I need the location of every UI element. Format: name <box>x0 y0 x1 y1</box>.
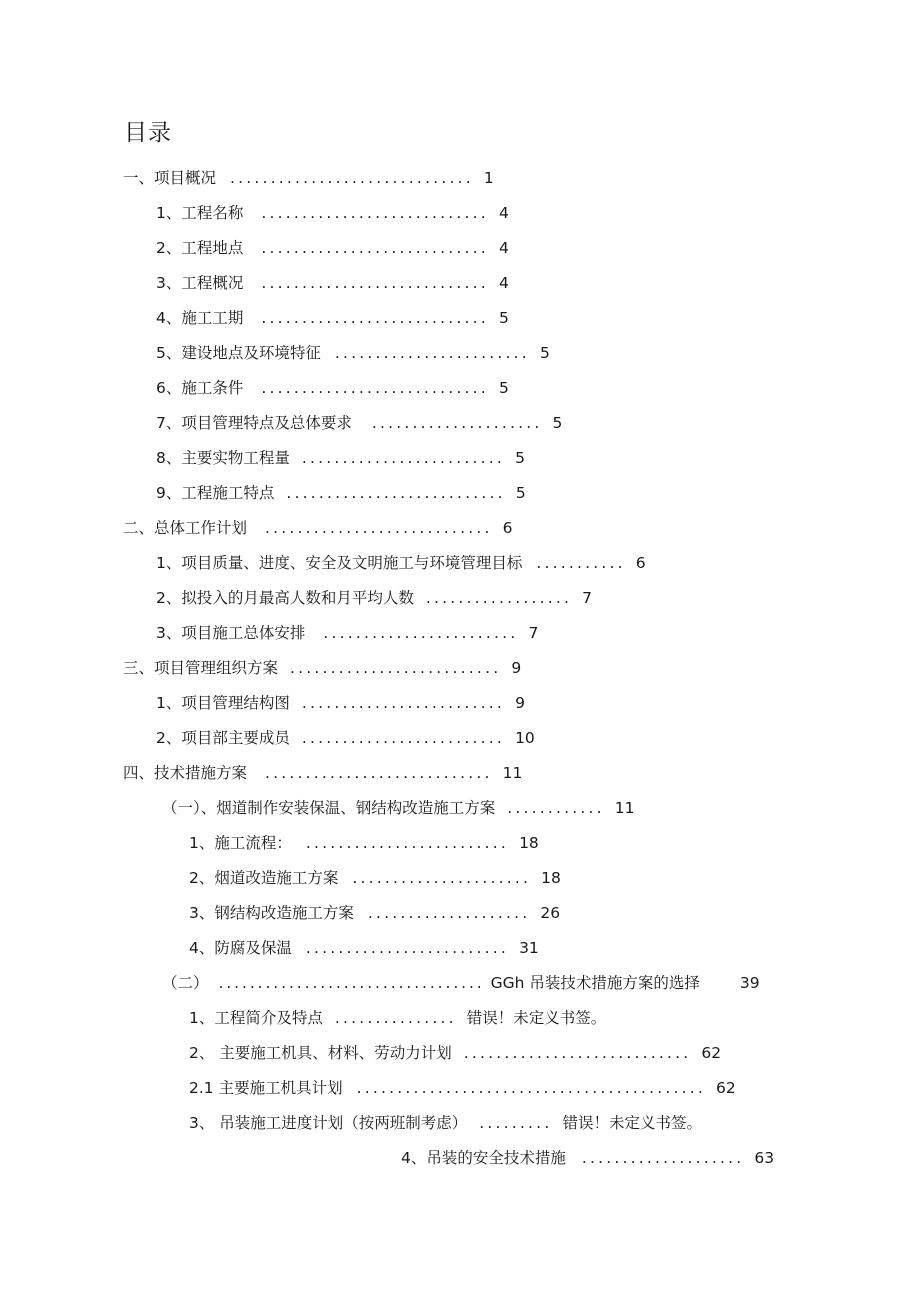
toc-entry-label: （一）、烟道制作安装保温、钢结构改造施工方案 <box>162 799 496 817</box>
toc-page-number: 9 <box>515 694 525 712</box>
toc-leader-dots: ...................... <box>352 869 532 887</box>
toc-entry-label: 四、技术措施方案 <box>123 764 248 782</box>
toc-entry[interactable] <box>189 1076 736 1100</box>
toc-entry[interactable] <box>156 376 509 400</box>
toc-entry-label: 二、总体工作计划 <box>123 519 248 537</box>
toc-leader-dots: ........................... <box>286 484 506 502</box>
toc-leader-dots: .................................. <box>218 974 485 992</box>
toc-entry-label-suffix: GGh 吊装技术措施方案的选择 <box>490 974 700 992</box>
toc-entry[interactable] <box>123 516 512 540</box>
toc-entry-label: 1、工程名称 <box>156 204 244 222</box>
toc-entry[interactable] <box>189 1111 702 1135</box>
toc-page-number: 5 <box>515 449 525 467</box>
toc-page-number: 18 <box>541 869 561 887</box>
toc-entry[interactable] <box>123 761 522 785</box>
toc-leader-dots: .................. <box>425 589 573 607</box>
toc-leader-dots: ......................... <box>301 694 506 712</box>
toc-entry[interactable] <box>123 166 494 190</box>
toc-entry-label: 2、工程地点 <box>156 239 244 257</box>
toc-entry[interactable] <box>189 936 539 960</box>
toc-entry[interactable] <box>156 446 525 470</box>
toc-page-number: 1 <box>483 169 494 187</box>
toc-page-number: 4 <box>498 239 509 257</box>
toc-page-number: 11 <box>614 799 635 817</box>
toc-entry[interactable] <box>156 306 509 330</box>
toc-leader-dots: ......................... <box>305 939 510 957</box>
toc-entry-label: 1、项目质量、进度、安全及文明施工与环境管理目标 <box>156 554 523 572</box>
toc-entry[interactable] <box>156 726 535 750</box>
toc-leader-dots: ............... <box>334 1009 457 1027</box>
toc-page-number: 5 <box>552 414 563 432</box>
toc-entry[interactable] <box>156 691 525 715</box>
toc-page-number: 39 <box>739 974 760 992</box>
toc-entry-label: 3、 吊装施工进度计划（按两班制考虑） <box>189 1114 468 1132</box>
toc-entry-label: 2、项目部主要成员 <box>156 729 290 747</box>
toc-entry-label: 一、项目概况 <box>123 169 217 187</box>
toc-leader-dots: .................... <box>581 1149 745 1167</box>
toc-leader-dots: ............................ <box>261 204 489 222</box>
toc-entry[interactable] <box>156 481 526 505</box>
toc-entry[interactable] <box>156 236 509 260</box>
toc-entry-label: 3、工程概况 <box>156 274 244 292</box>
toc-page-number: 26 <box>540 904 561 922</box>
toc-leader-dots: ........................................... <box>356 1079 707 1097</box>
toc-page-number: 4 <box>498 274 509 292</box>
toc-leader-dots: ......................... <box>301 449 506 467</box>
toc-entry-label: 2.1 主要施工机具计划 <box>189 1079 343 1097</box>
toc-entry-label: 9、工程施工特点 <box>156 484 275 502</box>
toc-page-number: 63 <box>754 1149 775 1167</box>
toc-entry[interactable] <box>123 656 521 680</box>
toc-entry[interactable] <box>156 341 550 365</box>
toc-entry-label: 2、烟道改造施工方案 <box>189 869 339 887</box>
toc-page-number: 5 <box>498 309 509 327</box>
toc-page-number: 18 <box>519 834 539 852</box>
toc-leader-dots: .............................. <box>230 169 474 187</box>
toc-leader-dots: ............................ <box>265 764 493 782</box>
toc-entry[interactable] <box>189 831 539 855</box>
toc-entry[interactable] <box>156 271 509 295</box>
toc-entry-label: 2、 主要施工机具、材料、劳动力计划 <box>189 1044 452 1062</box>
toc-leader-dots: .......................... <box>290 659 502 677</box>
toc-entry[interactable] <box>156 586 592 610</box>
toc-entry-label: 3、钢结构改造施工方案 <box>189 904 354 922</box>
toc-page-number: 62 <box>716 1079 736 1097</box>
toc-leader-dots: ............................ <box>261 309 489 327</box>
toc-entry-label: 7、项目管理特点及总体要求 <box>156 414 352 432</box>
toc-page-number: 7 <box>528 624 539 642</box>
toc-page-number: 62 <box>701 1044 722 1062</box>
toc-page-number: 错误！未定义书签。 <box>466 1009 607 1027</box>
toc-page-number: 4 <box>498 204 509 222</box>
toc-entry-label: 1、工程简介及特点 <box>189 1009 323 1027</box>
toc-leader-dots: ............................ <box>463 1044 692 1062</box>
toc-leader-dots: ........................ <box>334 344 530 362</box>
toc-entry[interactable] <box>156 201 509 225</box>
toc-leader-dots: ..................... <box>371 414 543 432</box>
toc-entry[interactable] <box>162 796 635 820</box>
toc-entry[interactable] <box>189 866 561 890</box>
toc-entry[interactable] <box>401 1146 774 1170</box>
toc-entry-label: 8、主要实物工程量 <box>156 449 290 467</box>
toc-entry-label: 6、施工条件 <box>156 379 244 397</box>
toc-page-number: 错误！未定义书签。 <box>562 1114 702 1132</box>
toc-entry[interactable] <box>189 1006 606 1030</box>
toc-entry-label: 1、施工流程： <box>189 834 292 852</box>
toc-page-number: 10 <box>515 729 535 747</box>
toc-page-number: 7 <box>582 589 593 607</box>
toc-page-number: 31 <box>519 939 539 957</box>
toc-leader-dots: ......................... <box>305 834 510 852</box>
toc-leader-dots: ............................ <box>265 519 493 537</box>
toc-entry-label: 4、吊装的安全技术措施 <box>401 1149 566 1167</box>
toc-entry-label: 4、防腐及保温 <box>189 939 292 957</box>
toc-page-number: 9 <box>511 659 522 677</box>
toc-entry[interactable] <box>156 621 538 645</box>
toc-leader-dots: ........................ <box>323 624 519 642</box>
toc-leader-dots: ............................ <box>261 239 489 257</box>
toc-page-number: 11 <box>502 764 523 782</box>
toc-page-number: 6 <box>635 554 646 572</box>
toc-entry[interactable] <box>189 901 560 925</box>
toc-entry[interactable] <box>162 971 760 995</box>
toc-entry-label: 5、建设地点及环境特征 <box>156 344 321 362</box>
toc-leader-dots: ......................... <box>301 729 506 747</box>
toc-entry-label: 4、施工工期 <box>156 309 244 327</box>
toc-leader-dots: ............ <box>507 799 605 817</box>
toc-entry-label: 三、项目管理组织方案 <box>123 659 279 677</box>
toc-page-number: 6 <box>502 519 513 537</box>
toc-page-number: 5 <box>498 379 509 397</box>
toc-entry[interactable] <box>156 411 562 435</box>
toc-entry[interactable] <box>156 551 646 575</box>
toc-page-number: 5 <box>515 484 526 502</box>
toc-page-number: 5 <box>539 344 550 362</box>
toc-leader-dots: ............................ <box>261 379 489 397</box>
toc-entry-label: 3、项目施工总体安排 <box>156 624 306 642</box>
toc-entry-label: （二） <box>162 974 209 992</box>
toc-entry-label: 1、项目管理结构图 <box>156 694 290 712</box>
toc-entry-label: 2、拟投入的月最高人数和月平均人数 <box>156 589 414 607</box>
toc-leader-dots: ......... <box>479 1114 553 1132</box>
toc-title: 目录 <box>124 120 172 146</box>
toc-entry[interactable] <box>189 1041 721 1065</box>
toc-leader-dots: ............................ <box>261 274 489 292</box>
toc-leader-dots: ........... <box>536 554 626 572</box>
toc-leader-dots: .................... <box>367 904 531 922</box>
